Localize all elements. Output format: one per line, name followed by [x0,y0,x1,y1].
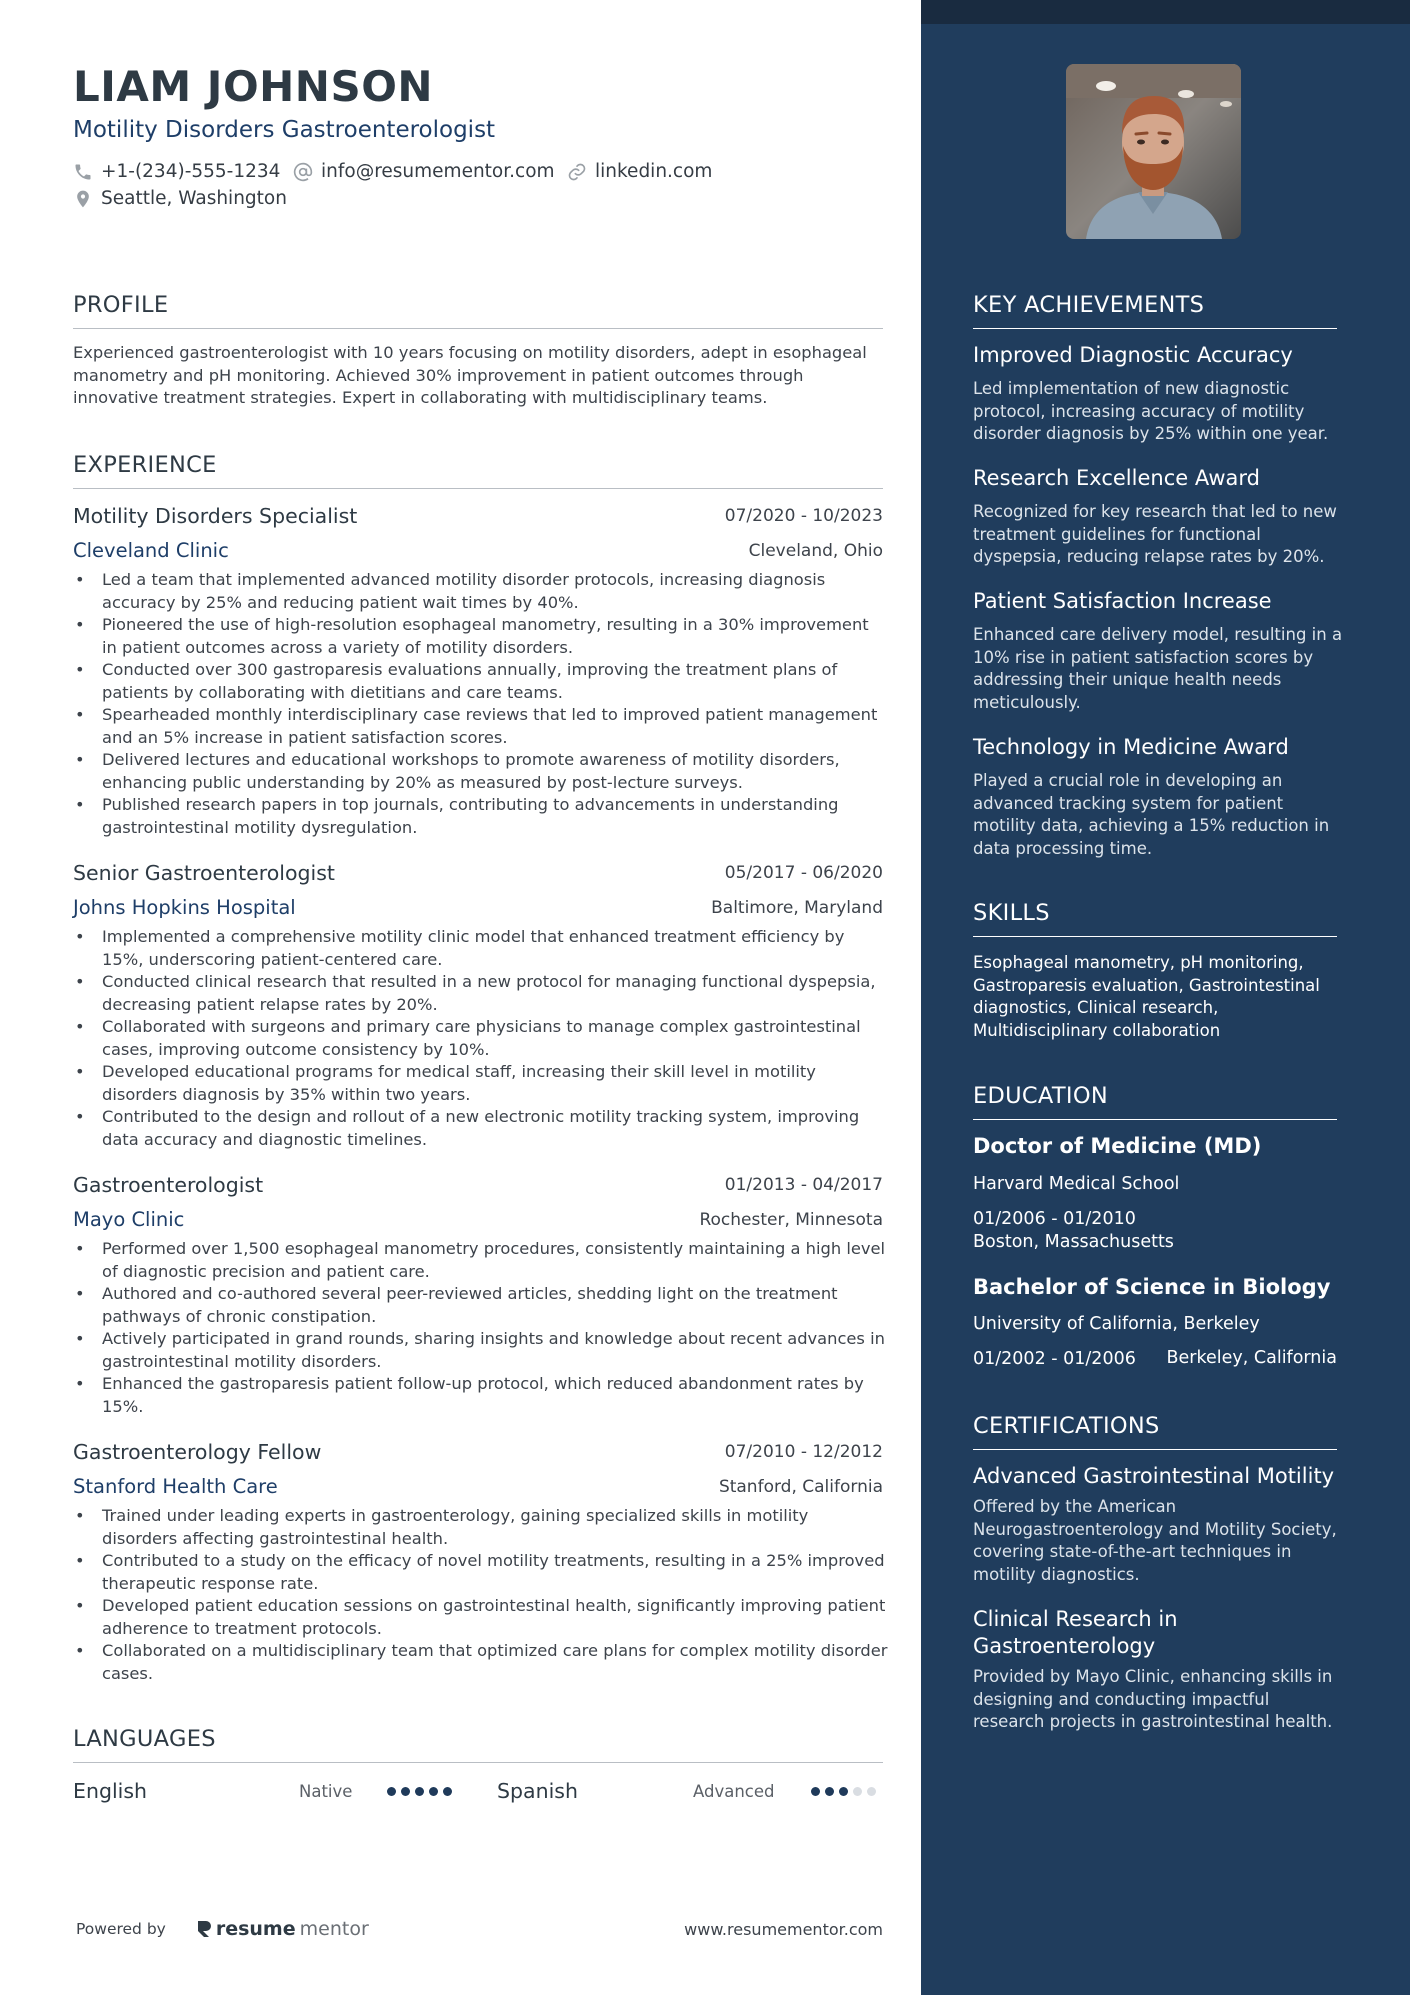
brand-name-first: resume [215,1918,296,1940]
bullet-item: • Led a team that implemented advanced motility disorder protocols, increasing diagnosis accuracy by 25% and reducing patient wait times by 40%. [73,569,888,614]
achievement-text: Led implementation of new diagnostic protocol, increasing accuracy of motility disorder diagnosis by 25% within one year. [973,379,1329,443]
achievement-title: Patient Satisfaction Increase [973,589,1272,613]
location-contact [73,188,287,209]
bullet-item: • Contributed to the design and rollout of a new electronic motility tracking system, improving data accuracy and diagnostic timelines. [73,1106,888,1151]
achievement-text: Enhanced care delivery model, resulting in a 10% rise in patient satisfaction scores by addressing their unique health needs meticulously. [973,625,1343,712]
education-degree: Bachelor of Science in Biology [973,1275,1331,1299]
rating-dot-empty [853,1787,862,1796]
rating-dot-filled [415,1787,424,1796]
map-pin-icon [73,189,93,209]
email-text: info@resumementor.com [321,161,555,182]
footer-url[interactable]: www.resumementor.com [684,1920,883,1939]
job-location: Baltimore, Maryland [711,898,883,918]
rating-dot-empty [867,1787,876,1796]
bullet-item: • Implemented a comprehensive motility clinic model that enhanced treatment efficiency by 15%, underscoring patient-centered care. [73,926,888,971]
brand-name-second: mentor [299,1918,369,1940]
footer-branding [76,1918,369,1940]
sidebar-column [921,0,1410,1995]
achievement-title: Technology in Medicine Award [973,735,1289,759]
at-sign-icon [293,162,313,182]
sidebar-top-bar [921,0,1410,24]
bullet-item: • Enhanced the gastroparesis patient follow-up protocol, which reduced abandonment rates by 15%. [73,1373,888,1418]
achievements-heading: KEY ACHIEVEMENTS [973,292,1337,329]
email-contact[interactable] [293,161,555,182]
language-rating [387,1787,452,1796]
bullet-item: • Developed patient education sessions on gastrointestinal health, significantly improving patient adherence to treatment protocols. [73,1595,888,1640]
brand-logo[interactable] [196,1918,369,1940]
certification-text: Offered by the American Neurogastroenterology and Motility Society, covering state-of-the-art techniques in motility diagnostics. [973,1497,1337,1584]
job-location: Cleveland, Ohio [748,541,883,561]
candidate-name: LIAM JOHNSON [73,62,434,111]
job-bullets [73,1238,888,1418]
candidate-role: Motility Disorders Gastroenterologist [73,117,496,143]
language-level: Native [299,1782,353,1801]
education-location: Berkeley, California [1166,1348,1337,1368]
rating-dot-filled [401,1787,410,1796]
bullet-item: • Collaborated on a multidisciplinary team that optimized care plans for complex motility disorder cases. [73,1640,888,1685]
education-dates: 01/2006 - 01/2010 [973,1209,1136,1229]
phone-contact[interactable] [73,161,280,182]
achievement-title: Research Excellence Award [973,466,1260,490]
job-bullets [73,926,888,1151]
job-dates: 01/2013 - 04/2017 [724,1175,883,1195]
bullet-item: • Published research papers in top journals, contributing to advancements in understanding gastrointestinal motility dysregulation. [73,794,888,839]
education-degree: Doctor of Medicine (MD) [973,1134,1262,1158]
achievement-text: Recognized for key research that led to new treatment guidelines for functional dyspepsia, reducing relapse rates by 20%. [973,502,1337,566]
job-location: Stanford, California [718,1477,883,1497]
bullet-item: • Performed over 1,500 esophageal manometry procedures, consistently maintaining a high level of diagnostic precision and patient care. [73,1238,888,1283]
job-location: Rochester, Minnesota [699,1210,883,1230]
language-name: Spanish [497,1779,578,1803]
job-title: Gastroenterologist [73,1173,264,1197]
job-dates: 07/2010 - 12/2012 [724,1442,883,1462]
rating-dot-filled [387,1787,396,1796]
bullet-item: • Authored and co-authored several peer-reviewed articles, shedding light on the treatment pathways of chronic constipation. [73,1283,888,1328]
avatar [1066,64,1241,239]
certifications-heading: CERTIFICATIONS [973,1413,1337,1450]
job-title: Motility Disorders Specialist [73,504,358,528]
certification-title: Clinical Research in Gastroenterology [973,1607,1178,1658]
profile-heading: PROFILE [73,292,883,329]
rating-dot-filled [839,1787,848,1796]
achievement-title: Improved Diagnostic Accuracy [973,343,1293,367]
education-school: Harvard Medical School [973,1174,1180,1194]
bullet-item: • Developed educational programs for medical staff, increasing their skill level in motility disorders diagnosis by 35% within two years. [73,1061,888,1106]
education-school: University of California, Berkeley [973,1314,1260,1334]
bullet-item: • Collaborated with surgeons and primary care physicians to manage complex gastrointestinal cases, improving outcome consistency by 10%. [73,1016,888,1061]
skills-heading: SKILLS [973,900,1337,937]
bullet-item: • Spearheaded monthly interdisciplinary case reviews that led to improved patient management and an 5% increase in patient satisfaction scores. [73,704,888,749]
certification-text: Provided by Mayo Clinic, enhancing skills in designing and conducting impactful research projects in gastrointestinal health. [973,1667,1333,1731]
job-dates: 05/2017 - 06/2020 [724,863,883,883]
bullet-item: • Pioneered the use of high-resolution esophageal manometry, resulting in a 30% improvement in patient outcomes across a variety of motility disorders. [73,614,888,659]
job-company: Johns Hopkins Hospital [73,896,296,919]
profile-text: Experienced gastroenterologist with 10 years focusing on motility disorders, adept in esophageal manometry and pH monitoring. Achieved 30% improvement in patient outcomes through innovative treatment strategies. Expert in collaborating with multidisciplinary teams. [73,343,867,407]
rating-dot-filled [811,1787,820,1796]
experience-heading: EXPERIENCE [73,452,883,489]
education-heading: EDUCATION [973,1083,1337,1120]
brand-logo-icon [196,1919,212,1939]
languages-heading: LANGUAGES [73,1726,883,1763]
powered-by-text: Powered by [76,1920,166,1938]
language-name: English [73,1779,148,1803]
job-title: Senior Gastroenterologist [73,861,335,885]
job-dates: 07/2020 - 10/2023 [724,506,883,526]
bullet-item: • Contributed to a study on the efficacy of novel motility treatments, resulting in a 25% improved therapeutic response rate. [73,1550,888,1595]
language-level: Advanced [693,1782,775,1801]
rating-dot-filled [429,1787,438,1796]
bullet-item: • Trained under leading experts in gastroenterology, gaining specialized skills in motility disorders affecting gastrointestinal health. [73,1505,888,1550]
phone-text: +1-(234)-555-1234 [101,161,281,182]
certification-title: Advanced Gastrointestinal Motility [973,1464,1335,1488]
job-company: Stanford Health Care [73,1475,278,1498]
education-location: Boston, Massachusetts [973,1232,1174,1252]
job-company: Cleveland Clinic [73,539,229,562]
linkedin-contact[interactable] [567,161,712,182]
bullet-item: • Conducted clinical research that resulted in a new protocol for managing functional dyspepsia, decreasing patient relapse rates by 20%. [73,971,888,1016]
rating-dot-filled [825,1787,834,1796]
language-rating [811,1787,876,1796]
achievement-text: Played a crucial role in developing an advanced tracking system for patient motility data, achieving a 15% reduction in data processing time. [973,771,1330,858]
bullet-item: • Actively participated in grand rounds, sharing insights and knowledge about recent advances in gastrointestinal motility disorders. [73,1328,888,1373]
profile-photo [1066,64,1241,239]
job-bullets [73,1505,888,1685]
job-title: Gastroenterology Fellow [73,1440,322,1464]
job-bullets [73,569,888,839]
skills-text: Esophageal manometry, pH monitoring, Gastroparesis evaluation, Gastrointestinal diagnostics, Clinical research, Multidisciplinary collaboration [973,953,1320,1040]
rating-dot-filled [443,1787,452,1796]
bullet-item: • Conducted over 300 gastroparesis evaluations annually, improving the treatment plans of patients by collaborating with dietitians and care teams. [73,659,888,704]
job-company: Mayo Clinic [73,1208,185,1231]
link-icon [567,162,587,182]
bullet-item: • Delivered lectures and educational workshops to promote awareness of motility disorders, enhancing public understanding by 20% as measured by post-lecture surveys. [73,749,888,794]
education-dates: 01/2002 - 01/2006 [973,1349,1136,1369]
linkedin-text: linkedin.com [595,161,713,182]
location-text: Seattle, Washington [101,188,287,209]
phone-icon [73,162,93,182]
